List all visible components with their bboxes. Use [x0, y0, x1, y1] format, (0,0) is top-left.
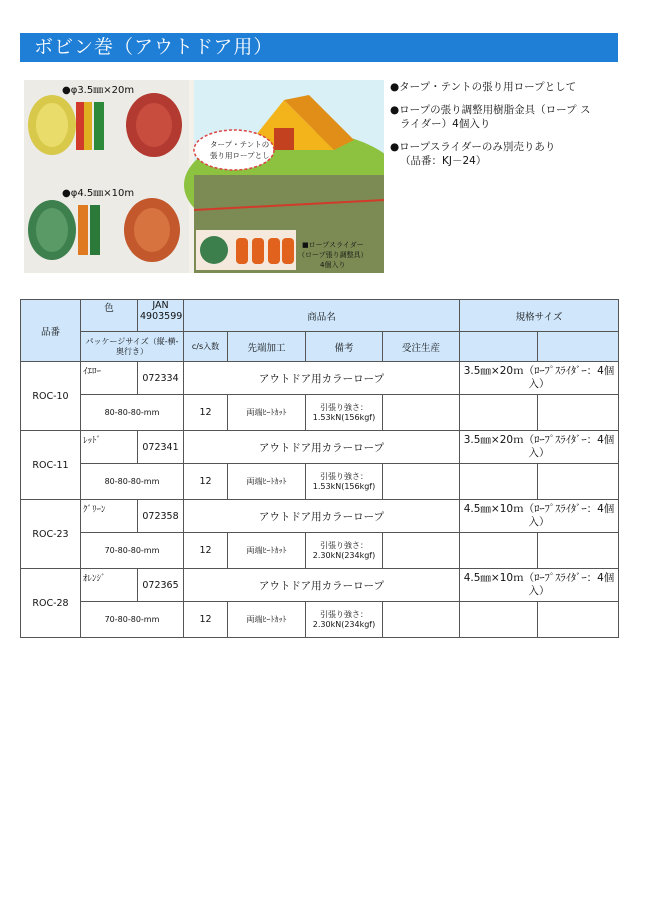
table-row-detail: [21, 602, 619, 638]
callout-line-2: 張り用ロープとし: [210, 151, 270, 160]
note: 引張り強さ：2.30kN(234kgf): [306, 602, 383, 638]
order-made: [383, 533, 460, 569]
product-name: アウトドア用カラーロープ: [184, 569, 460, 602]
header-product-name: 商品名: [184, 300, 460, 332]
header-tip: 先端加工: [228, 332, 306, 362]
slider-caption-2: （ロープ張り調整具）: [298, 251, 368, 259]
spec-size: 4.5㎜×10ｍ（ﾛｰﾌﾟｽﾗｲﾀﾞｰ：4個入）: [460, 500, 619, 533]
color-value: ｲｴﾛｰ: [81, 362, 138, 395]
note: 引張り強さ：1.53kN(156kgf): [306, 395, 383, 431]
product-name: アウトドア用カラーロープ: [184, 362, 460, 395]
label-4-5mm: ●φ4.5㎜×10m: [62, 188, 135, 199]
order-made: [383, 395, 460, 431]
tip-process: 両端ﾋｰﾄｶｯﾄ: [228, 533, 306, 569]
spec-a: [460, 464, 538, 500]
header-cs: c/s入数: [184, 332, 228, 362]
spec-size: 3.5㎜×20ｍ（ﾛｰﾌﾟｽﾗｲﾀﾞｰ：4個入）: [460, 431, 619, 464]
note: 引張り強さ：1.53kN(156kgf): [306, 464, 383, 500]
product-name: アウトドア用カラーロープ: [184, 500, 460, 533]
product-photo: [24, 80, 384, 273]
table-row-detail: [21, 395, 619, 431]
table-row-detail: [21, 464, 619, 500]
cs-count: 12: [184, 464, 228, 500]
spec-b: [538, 464, 619, 500]
product-code: ROC-11: [21, 431, 81, 500]
header-jan: JAN 4903599: [138, 300, 184, 332]
jan-value: 072358: [138, 500, 184, 533]
header-package: パッケージサイズ（縦-横-奥行き）: [81, 332, 184, 362]
product-code: ROC-28: [21, 569, 81, 638]
package-size: 80-80-80-mm: [81, 464, 184, 500]
jan-value: 072341: [138, 431, 184, 464]
spec-a: [460, 533, 538, 569]
order-made: [383, 602, 460, 638]
slider-caption-1: ■ロープスライダー: [302, 241, 364, 249]
table-row-detail: [21, 533, 619, 569]
table-row: [21, 362, 619, 395]
spec-size: 3.5㎜×20ｍ（ﾛｰﾌﾟｽﾗｲﾀﾞｰ：4個入）: [460, 362, 619, 395]
header-note: 備考: [306, 332, 383, 362]
feature-item: ●タープ・テントの張り用ロープとして: [390, 81, 577, 93]
spec-b: [538, 602, 619, 638]
jan-value: 072334: [138, 362, 184, 395]
table-row: [21, 431, 619, 464]
color-value: ｸﾞﾘｰﾝ: [81, 500, 138, 533]
tip-process: 両端ﾋｰﾄｶｯﾄ: [228, 464, 306, 500]
spec-b: [538, 395, 619, 431]
feature-item: ●ロープスライダーのみ別売りあり （品番：KJ－24）: [390, 141, 556, 167]
jan-value: 072365: [138, 569, 184, 602]
cs-count: 12: [184, 533, 228, 569]
header-spec-a: [460, 332, 538, 362]
header-color: 色: [81, 300, 138, 332]
package-size: 70-80-80-mm: [81, 602, 184, 638]
feature-list: [390, 80, 625, 177]
spec-table: [20, 299, 619, 638]
label-3-5mm: ●φ3.5㎜×20m: [62, 85, 135, 96]
spec-a: [460, 602, 538, 638]
color-value: ｵﾚﾝｼﾞ: [81, 569, 138, 602]
product-code: ROC-23: [21, 500, 81, 569]
package-size: 80-80-80-mm: [81, 395, 184, 431]
header-spec-b: [538, 332, 619, 362]
product-name: アウトドア用カラーロープ: [184, 431, 460, 464]
header-spec-size: 規格サイズ: [460, 300, 619, 332]
note: 引張り強さ：2.30kN(234kgf): [306, 533, 383, 569]
header-order: 受注生産: [383, 332, 460, 362]
callout-line-1: タープ・テントの: [210, 140, 270, 149]
order-made: [383, 464, 460, 500]
spec-a: [460, 395, 538, 431]
table-row: [21, 569, 619, 602]
cs-count: 12: [184, 602, 228, 638]
color-value: ﾚｯﾄﾞ: [81, 431, 138, 464]
feature-item: ●ロープの張り調整用樹脂金具（ロープ ス ライダー）4個入り: [390, 104, 591, 130]
tip-process: 両端ﾋｰﾄｶｯﾄ: [228, 602, 306, 638]
header-hinban: 品番: [21, 300, 81, 362]
tip-process: 両端ﾋｰﾄｶｯﾄ: [228, 395, 306, 431]
cs-count: 12: [184, 395, 228, 431]
slider-caption-3: 4個入り: [320, 261, 346, 269]
package-size: 70-80-80-mm: [81, 533, 184, 569]
page-title: ボビン巻（アウトドア用）: [20, 33, 618, 62]
table-row: [21, 500, 619, 533]
spec-size: 4.5㎜×10ｍ（ﾛｰﾌﾟｽﾗｲﾀﾞｰ：4個入）: [460, 569, 619, 602]
product-code: ROC-10: [21, 362, 81, 431]
spec-b: [538, 533, 619, 569]
